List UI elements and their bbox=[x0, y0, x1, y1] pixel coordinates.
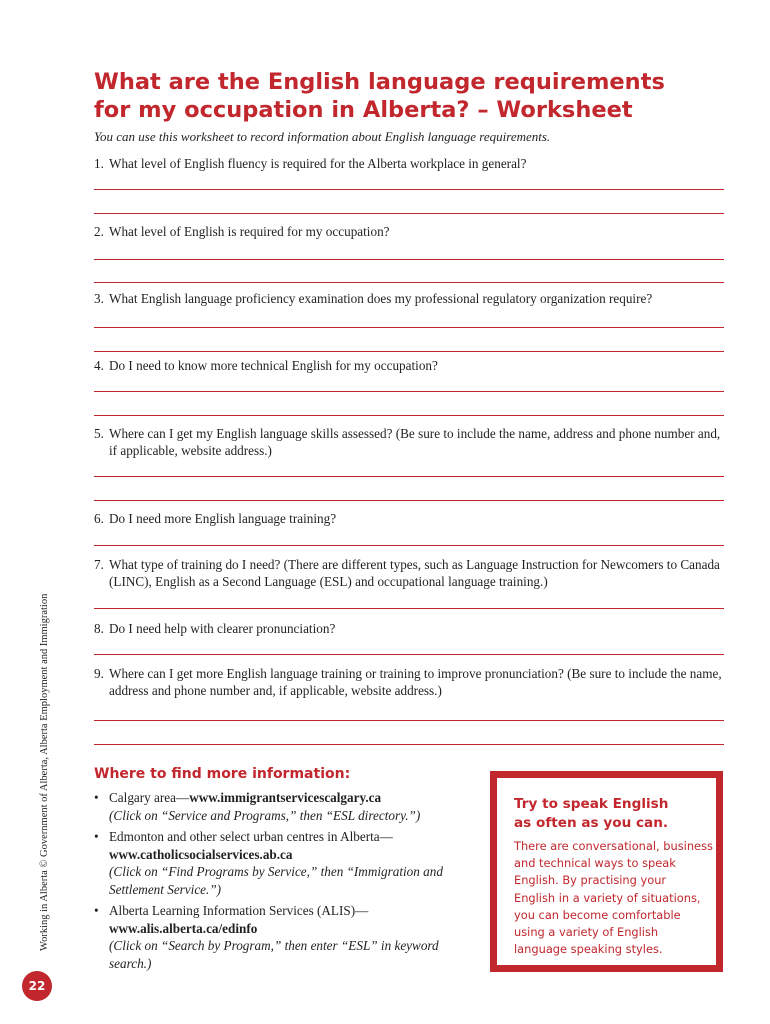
question-text: What level of English fluency is required for the Alberta workplace in general? bbox=[109, 156, 527, 171]
tip-body bbox=[514, 838, 713, 958]
page-title bbox=[94, 68, 714, 124]
question-text: What type of training do I need? (There are different types, such as Language Instruction for Newcomers to Canada (LINC), English as a Second Language (ESL) and occupational language training.) bbox=[109, 557, 720, 589]
answer-line[interactable] bbox=[94, 259, 724, 260]
answer-line[interactable] bbox=[94, 744, 724, 745]
page-number-badge: 22 bbox=[22, 971, 52, 1001]
question-9 bbox=[94, 665, 724, 699]
question-5 bbox=[94, 425, 724, 459]
question-text: What English language proficiency examination does my professional regulatory organization require? bbox=[109, 291, 653, 306]
answer-line[interactable] bbox=[94, 720, 724, 721]
question-text: Do I need help with clearer pronunciation? bbox=[109, 621, 336, 636]
question-text: Do I need to know more technical English for my occupation? bbox=[109, 358, 438, 373]
resource-note: (Click on “Find Programs by Service,” then “Immigration and Settlement Service.”) bbox=[109, 864, 443, 897]
answer-line[interactable] bbox=[94, 391, 724, 392]
question-number: 5. bbox=[94, 426, 104, 441]
answer-line[interactable] bbox=[94, 476, 724, 477]
answer-line[interactable] bbox=[94, 500, 724, 501]
question-number: 4. bbox=[94, 358, 104, 373]
list-item bbox=[94, 789, 479, 824]
answer-line[interactable] bbox=[94, 608, 724, 609]
question-number: 1. bbox=[94, 156, 104, 171]
more-info-list bbox=[94, 789, 479, 976]
question-text: What level of English is required for my occupation? bbox=[109, 224, 390, 239]
answer-line[interactable] bbox=[94, 351, 724, 352]
question-text: Where can I get more English language training or training to improve pronunciation? (Be sure to include the name, address and phone number and, if applicable, website address.) bbox=[109, 666, 722, 698]
resource-link[interactable]: www.immigrantservicescalgary.ca bbox=[189, 790, 382, 805]
list-item bbox=[94, 828, 479, 898]
question-3 bbox=[94, 290, 724, 307]
answer-line[interactable] bbox=[94, 189, 724, 190]
question-7 bbox=[94, 556, 724, 590]
question-number: 6. bbox=[94, 511, 104, 526]
bullet: • bbox=[94, 829, 99, 844]
resource-note: (Click on “Service and Programs,” then “ESL directory.”) bbox=[109, 807, 421, 823]
tip-title-line-2: as often as you can. bbox=[514, 815, 669, 831]
question-text: Where can I get my English language skills assessed? (Be sure to include the name, address and phone number and, if applicable, website address.) bbox=[109, 426, 721, 458]
question-8 bbox=[94, 620, 724, 637]
question-2 bbox=[94, 223, 724, 240]
tip-body-line: There are conversational, business bbox=[514, 839, 713, 853]
title-line-2: for my occupation in Alberta? – Worksheet bbox=[94, 97, 633, 123]
bullet: • bbox=[94, 903, 99, 918]
tip-title bbox=[514, 795, 700, 833]
tip-title-line-1: Try to speak English bbox=[514, 796, 669, 812]
resource-link[interactable]: www.catholicsocialservices.ab.ca bbox=[109, 846, 293, 862]
question-number: 9. bbox=[94, 666, 104, 681]
question-number: 2. bbox=[94, 224, 104, 239]
resource-lead: Alberta Learning Information Services (ALIS)— bbox=[109, 903, 369, 918]
more-info-heading: Where to find more information: bbox=[94, 766, 351, 782]
resource-lead: Edmonton and other select urban centres in Alberta— bbox=[109, 829, 393, 844]
tip-body-line: using a variety of English bbox=[514, 925, 659, 940]
title-line-1: What are the English language requirements bbox=[94, 69, 665, 95]
answer-line[interactable] bbox=[94, 213, 724, 214]
question-4 bbox=[94, 357, 724, 374]
resource-lead: Calgary area— bbox=[109, 790, 190, 805]
answer-line[interactable] bbox=[94, 415, 724, 416]
question-number: 8. bbox=[94, 621, 104, 636]
question-text: Do I need more English language training? bbox=[109, 511, 337, 526]
question-number: 7. bbox=[94, 557, 104, 572]
side-copyright-text: Working in Alberta © Government of Alberta, Alberta Employment and Immigration bbox=[39, 593, 50, 951]
answer-line[interactable] bbox=[94, 545, 724, 546]
question-6 bbox=[94, 510, 724, 527]
tip-box bbox=[490, 771, 723, 972]
resource-link[interactable]: www.alis.alberta.ca/edinfo bbox=[109, 920, 258, 936]
question-1 bbox=[94, 155, 724, 172]
answer-line[interactable] bbox=[94, 654, 724, 655]
tip-body-line: and technical ways to speak bbox=[514, 856, 676, 871]
answer-line[interactable] bbox=[94, 282, 724, 283]
tip-body-line: language speaking styles. bbox=[514, 942, 663, 957]
intro-text: You can use this worksheet to record information about English language requirements. bbox=[94, 129, 551, 144]
list-item bbox=[94, 902, 479, 972]
tip-body-line: English in a variety of situations, bbox=[514, 890, 701, 905]
tip-body-line: you can become comfortable bbox=[514, 907, 681, 922]
answer-line[interactable] bbox=[94, 327, 724, 328]
resource-note: (Click on “Search by Program,” then enter “ESL” in keyword search.) bbox=[109, 938, 439, 971]
tip-body-line: English. By practising your bbox=[514, 873, 667, 888]
bullet: • bbox=[94, 790, 99, 805]
question-number: 3. bbox=[94, 291, 104, 306]
